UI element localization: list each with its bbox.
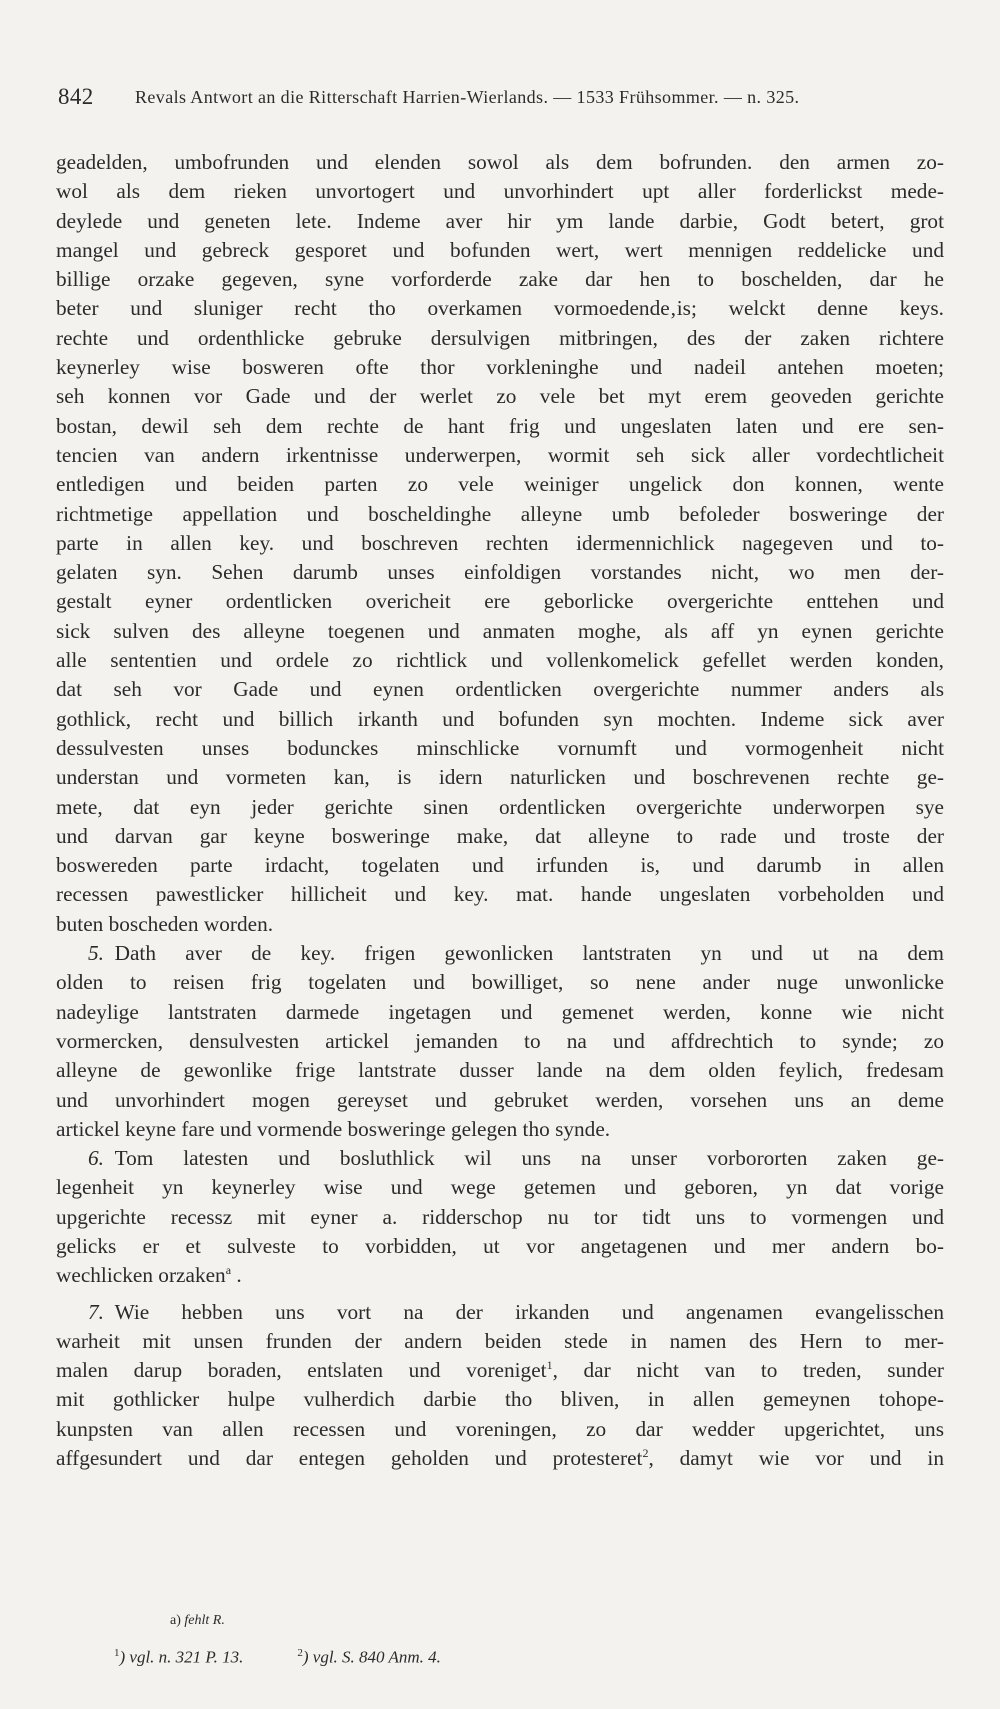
text-line: richtmetige appellation und boscheldinghe alleyne umb befoleder bosweringe der <box>56 501 944 526</box>
section-text: . <box>231 1263 242 1288</box>
text-line: recessen pawestlicker hillicheit und key. mat. hande ungeslaten vorbeholden und <box>56 882 944 907</box>
text-line <box>56 1261 944 1290</box>
section-5-line <box>56 939 944 968</box>
section-text: Wie hebben uns vort na der irkanden und angenamen evangelisschen <box>114 1299 944 1324</box>
footnote-number: 1 <box>114 1647 120 1659</box>
text-line: tencien van andern irkentnisse underwerpen, wormit seh sick aller vordechtlicheit <box>56 442 944 467</box>
section-number: 5. <box>87 941 104 966</box>
footnotes <box>114 1605 814 1674</box>
text-line <box>56 1356 944 1385</box>
text-line: gestalt eyner ordentlicken overicheit ere geborlicke overgerichte enttehen und <box>56 589 944 614</box>
section-6-line <box>56 1144 944 1173</box>
text-line: understan und vormeten kan, is idern naturlicken und boschrevenen rechte ge- <box>56 765 944 790</box>
text-line: boswereden parte irdacht, togelaten und irfunden is, und darumb in allen <box>56 853 944 878</box>
section-text: malen darup boraden, entslaten und voreniget <box>56 1358 547 1383</box>
text-line: geadelden, umbofrunden und elenden sowol als dem bofrunden. den armen zo- <box>56 150 944 174</box>
text-line: vormercken, densulvesten artickel jemanden to na und affdrechtich to synde; zo <box>56 1028 944 1053</box>
text-line: mangel und gebreck gesporet und bofunden wert, wert mennigen reddelicke und <box>56 237 944 262</box>
footnote-a <box>114 1605 814 1637</box>
text-line: rechte und ordenthlicke gebruke dersulvigen mitbringen, des der zaken richtere <box>56 325 944 350</box>
text-line: parte in allen key. und boschreven rechten idermennichlick nagegeven und to- <box>56 530 944 555</box>
text-line: artickel keyne fare und vormende bosweringe gelegen tho synde. <box>56 1116 611 1141</box>
text-line: billige orzake gegeven, syne vorforderde zake dar hen to boschelden, dar he <box>56 267 944 292</box>
text-line: bostan, dewil seh dem rechte de hant frig und ungeslaten laten und ere sen- <box>56 413 944 438</box>
footnote-marker-2: 2 <box>642 1445 649 1460</box>
text-line: entledigen und beiden parten zo vele weiniger ungelick don konnen, wente <box>56 472 944 497</box>
section-number: 6. <box>87 1146 104 1171</box>
text-line <box>56 1444 944 1473</box>
text-line: alle sententien und ordele zo richtlick und vollenkomelick gefellet werden konden, <box>56 648 944 673</box>
section-text: , dar nicht van to treden, sunder <box>552 1358 944 1383</box>
body-text <box>56 148 944 1473</box>
running-title: Revals Antwort an die Ritterschaft Harrien-Wierlands. — 1533 Frühsommer. — n. 325. <box>135 87 800 107</box>
footnote-1 <box>114 1637 243 1674</box>
footnote-number: 2 <box>297 1647 303 1659</box>
text-line: und darvan gar keyne bosweringe make, dat alleyne to rade und troste der <box>56 823 944 848</box>
text-line: dessulvesten unses bodunckes minschlicke vornumft und vormogenheit nicht <box>56 735 944 760</box>
page-number: 842 <box>58 84 94 109</box>
text-line: gelicks er et sulveste to vorbidden, ut vor angetagenen und mer andern bo- <box>56 1233 944 1258</box>
text-line: alleyne de gewonlike frige lantstrate dusser lande na dem olden feylich, fredesam <box>56 1058 944 1083</box>
text-line: gothlick, recht und billich irkanth und bofunden syn mochten. Indeme sick aver <box>56 706 944 731</box>
footnote-text: ) vgl. n. 321 P. 13. <box>119 1647 244 1667</box>
footnotes-numbered <box>114 1637 814 1674</box>
running-header <box>58 84 946 112</box>
footnote-text: fehlt R. <box>184 1613 225 1628</box>
text-line: und unvorhindert mogen gereyset und gebruket werden, vorsehen uns an deme <box>56 1087 944 1112</box>
text-line: olden to reisen frig togelaten und bowilliget, so nene ander nuge unwonlicke <box>56 970 944 995</box>
text-line: wol als dem rieken unvortogert und unvorhindert upt aller forderlickst mede- <box>56 179 944 204</box>
text-line: sick sulven des alleyne toegenen und anmaten moghe, als aff yn eynen gerichte <box>56 618 944 643</box>
footnote-marker-1: 1 <box>546 1358 553 1373</box>
text-line: upgerichte recessz mit eyner a. ridderschop nu tor tidt uns to vormengen und <box>56 1204 944 1229</box>
section-number: 7. <box>87 1299 104 1324</box>
text-line: dat seh vor Gade und eynen ordentlicken overgerichte nummer anders als <box>56 677 944 702</box>
section-text: Dath aver de key. frigen gewonlicken lantstraten yn und ut na dem <box>114 941 944 966</box>
text-line: beter und sluniger recht tho overkamen vormoedende‚is; welckt denne keys. <box>56 296 944 321</box>
text-line: seh konnen vor Gade und der werlet zo vele bet myt erem geoveden gerichte <box>56 384 944 409</box>
section-text: , damyt wie vor und in <box>648 1446 944 1471</box>
text-line: buten boscheden worden. <box>56 911 274 936</box>
footnote-label: a) <box>170 1613 181 1628</box>
text-line: warheit mit unsen frunden der andern beiden stede in namen des Hern to mer- <box>56 1328 944 1353</box>
text-line: gelaten syn. Sehen darumb unses einfoldigen vorstandes nicht, wo men der- <box>56 560 944 585</box>
section-7-line <box>56 1298 944 1327</box>
text-line: nadeylige lantstraten darmede ingetagen und gemenet werden, konne wie nicht <box>56 999 944 1024</box>
text-line: mete, dat eyn jeder gerichte sinen ordentlicken overgerichte underworpen sye <box>56 794 944 819</box>
footnote-2 <box>297 1637 441 1674</box>
footnote-marker-a: a <box>225 1263 232 1278</box>
text-line: deylede und geneten lete. Indeme aver hir ym lande darbie, Godt betert, grot <box>56 208 944 233</box>
section-text: Tom latesten und bosluthlick wil uns na unser vorbororten zaken ge- <box>114 1146 944 1171</box>
text-line: kunpsten van allen recessen und voreningen, zo dar wedder upgerichtet, uns <box>56 1416 944 1441</box>
text-line: legenheit yn keynerley wise und wege getemen und geboren, yn dat vorige <box>56 1175 944 1200</box>
section-text: wechlicken orzaken <box>56 1263 226 1288</box>
text-line: mit gothlicker hulpe vulherdich darbie tho bliven, in allen gemeynen tohope- <box>56 1387 944 1412</box>
text-line: keynerley wise bosweren ofte thor vorkleninghe und nadeil antehen moeten; <box>56 355 944 380</box>
section-text: affgesundert und dar entegen geholden und protesteret <box>56 1446 643 1471</box>
footnote-text: ) vgl. S. 840 Anm. 4. <box>302 1647 441 1667</box>
